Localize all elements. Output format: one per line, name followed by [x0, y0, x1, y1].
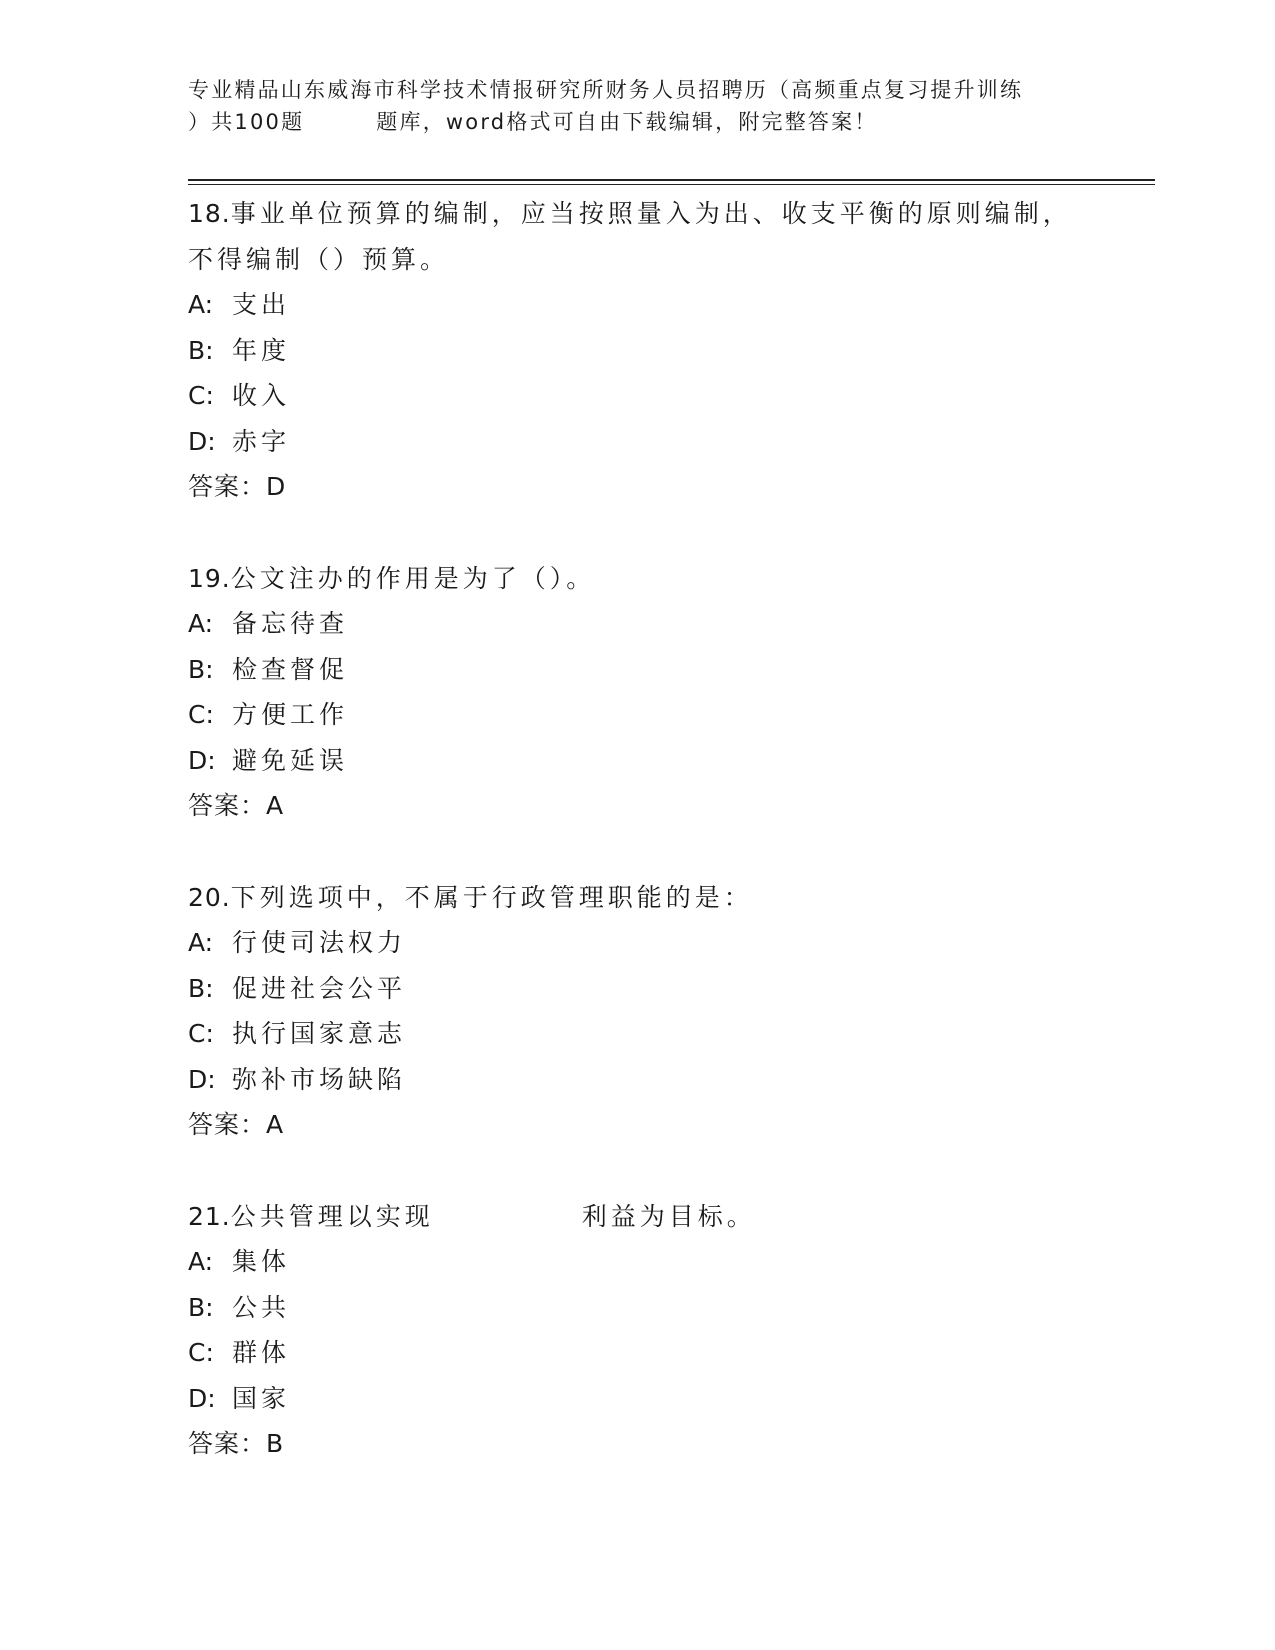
option-text: 弥补市场缺陷	[232, 1064, 407, 1094]
option-text: 国家	[232, 1383, 291, 1413]
question-text-continued: 利益为目标。	[581, 1201, 756, 1231]
option-b	[188, 328, 1148, 374]
question-20	[188, 875, 1148, 1148]
question-number: 20.	[188, 882, 231, 912]
option-letter: A:	[188, 1247, 214, 1276]
question-stem	[188, 191, 1148, 237]
header-title-line-1: 专业精品山东威海市科学技术情报研究所财务人员招聘历（高频重点复习提升训练	[188, 78, 1024, 102]
option-letter: A:	[188, 290, 214, 319]
option-letter: B:	[188, 973, 214, 1003]
option-text: 行使司法权力	[232, 928, 407, 957]
option-text: 支出	[232, 290, 291, 319]
question-list	[188, 191, 1148, 1513]
question-text: 公共管理以实现	[230, 1201, 434, 1231]
question-21	[188, 1194, 1148, 1467]
question-stem	[188, 875, 1148, 921]
option-d	[188, 419, 1148, 465]
option-text: 促进社会公平	[232, 973, 407, 1003]
option-letter: D:	[188, 1383, 216, 1413]
option-b	[188, 1285, 1148, 1331]
option-letter: D:	[188, 745, 216, 775]
option-text: 群体	[232, 1338, 291, 1367]
option-letter: B:	[188, 335, 214, 365]
option-b	[188, 647, 1148, 693]
option-c	[188, 1011, 1148, 1057]
option-text: 执行国家意志	[232, 1019, 407, 1048]
header-title-count: ）共100题	[188, 110, 305, 134]
option-d	[188, 1057, 1148, 1103]
option-c	[188, 692, 1148, 738]
option-text: 赤字	[232, 426, 291, 456]
option-b	[188, 966, 1148, 1012]
option-text: 备忘待查	[232, 609, 349, 638]
header-title-description: 题库，word格式可自由下载编辑，附完整答案！	[376, 110, 878, 134]
option-text: 集体	[232, 1247, 291, 1276]
option-text: 检查督促	[232, 654, 349, 684]
question-stem	[188, 556, 1148, 602]
question-stem	[188, 1194, 1148, 1240]
option-letter: D:	[188, 426, 216, 456]
option-letter: D:	[188, 1064, 216, 1094]
question-number: 21.	[188, 1201, 231, 1231]
option-a	[188, 282, 1148, 328]
option-c	[188, 1330, 1148, 1376]
option-letter: B:	[188, 1292, 214, 1322]
answer-line: 答案：A	[188, 791, 285, 820]
question-number: 18.	[188, 199, 231, 228]
question-text: 下列选项中，不属于行政管理职能的是：	[230, 882, 753, 912]
option-c	[188, 373, 1148, 419]
option-letter: C:	[188, 700, 214, 729]
option-text: 避免延误	[232, 745, 349, 775]
question-text: 公文注办的作用是为了（）。	[230, 563, 596, 593]
question-stem-continued: 不得编制（）预算。	[188, 244, 450, 274]
option-text: 方便工作	[232, 700, 349, 729]
header-title-line-2	[188, 106, 1088, 138]
option-letter: C:	[188, 381, 214, 410]
question-18	[188, 191, 1148, 510]
header-divider-thin	[188, 184, 1155, 185]
option-letter: C:	[188, 1338, 214, 1367]
question-number: 19.	[188, 563, 231, 593]
option-d	[188, 1376, 1148, 1422]
answer-line: 答案：A	[188, 1110, 285, 1139]
option-a	[188, 920, 1148, 966]
option-letter: C:	[188, 1019, 214, 1048]
header-divider-thick	[188, 179, 1155, 181]
option-letter: A:	[188, 609, 214, 638]
answer-line: 答案：D	[188, 472, 287, 501]
option-a	[188, 601, 1148, 647]
option-letter: A:	[188, 928, 214, 957]
question-text: 事业单位预算的编制，应当按照量入为出、收支平衡的原则编制，	[230, 199, 1072, 228]
option-letter: B:	[188, 654, 214, 684]
answer-line: 答案：B	[188, 1429, 285, 1458]
option-a	[188, 1239, 1148, 1285]
document-header	[188, 74, 1088, 138]
option-d	[188, 738, 1148, 784]
option-text: 年度	[232, 335, 291, 365]
question-19	[188, 556, 1148, 829]
option-text: 公共	[232, 1292, 291, 1322]
option-text: 收入	[232, 381, 291, 410]
